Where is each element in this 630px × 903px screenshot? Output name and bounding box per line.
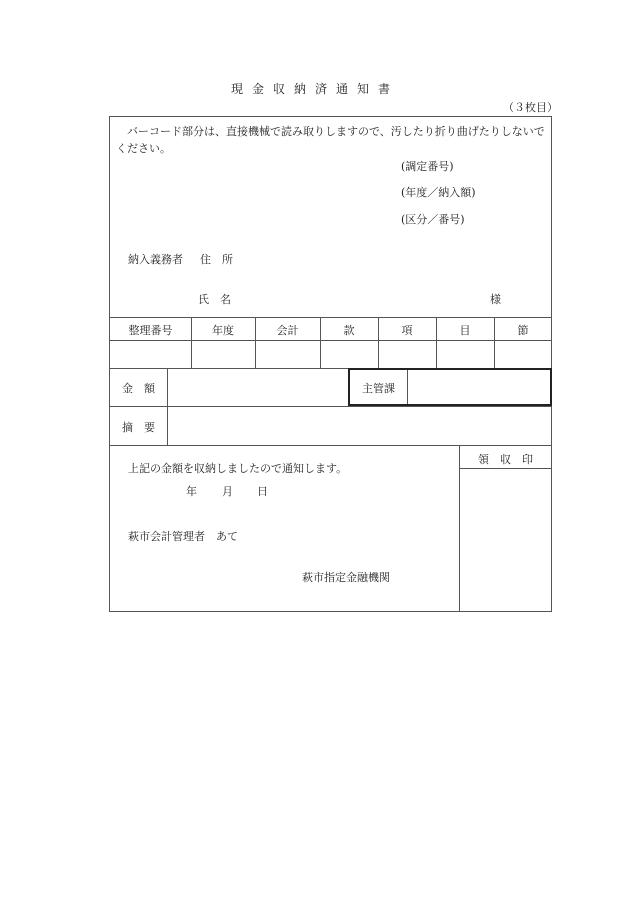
grid-line [110,340,552,341]
payer-label: 納入義務者 [128,253,183,266]
grid-line [459,445,460,612]
header-item: 項 [401,324,413,337]
receipt-message: 上記の金額を収納しましたので通知します。 [128,462,348,475]
honorific: 様 [490,293,501,306]
header-section: 款 [343,324,355,337]
name-label: 氏 名 [198,293,231,306]
date-day: 日 [257,485,268,498]
header-fiscal-year: 年度 [212,324,234,337]
summary-label: 摘 要 [122,421,155,434]
grid-line [110,406,552,407]
header-subitem: 目 [459,324,471,337]
department-box [348,368,552,406]
header-account: 会計 [276,324,299,337]
document-title: 現金収納済通知書 [230,82,399,96]
code-adjustment-number: (調定番号) [401,160,454,173]
grid-line [407,370,408,404]
address-label: 住 所 [200,253,233,266]
department-label: 主管課 [362,382,395,395]
barcode-notice: バーコード部分は、直接機械で読み取りしますので、汚したり折り曲げたりしないでください。 [116,125,545,155]
grid-line [110,445,552,446]
header-reference-number: 整理番号 [128,324,173,337]
notice-form [109,116,552,612]
addressee: 萩市会計管理者 あて [128,530,238,543]
amount-label: 金 額 [122,382,155,395]
grid-line [167,368,168,445]
stamp-label: 領 収 印 [478,453,533,466]
designated-bank: 萩市指定金融機関 [302,571,390,584]
grid-line [459,468,552,469]
header-detail: 節 [517,324,529,337]
copy-label: （３枚目） [503,101,558,114]
date-year: 年 [186,485,197,498]
date-month: 月 [222,485,233,498]
code-category-number: (区分／番号) [401,213,465,226]
grid-line [110,317,552,318]
code-year-amount: (年度／納入額) [401,186,476,199]
